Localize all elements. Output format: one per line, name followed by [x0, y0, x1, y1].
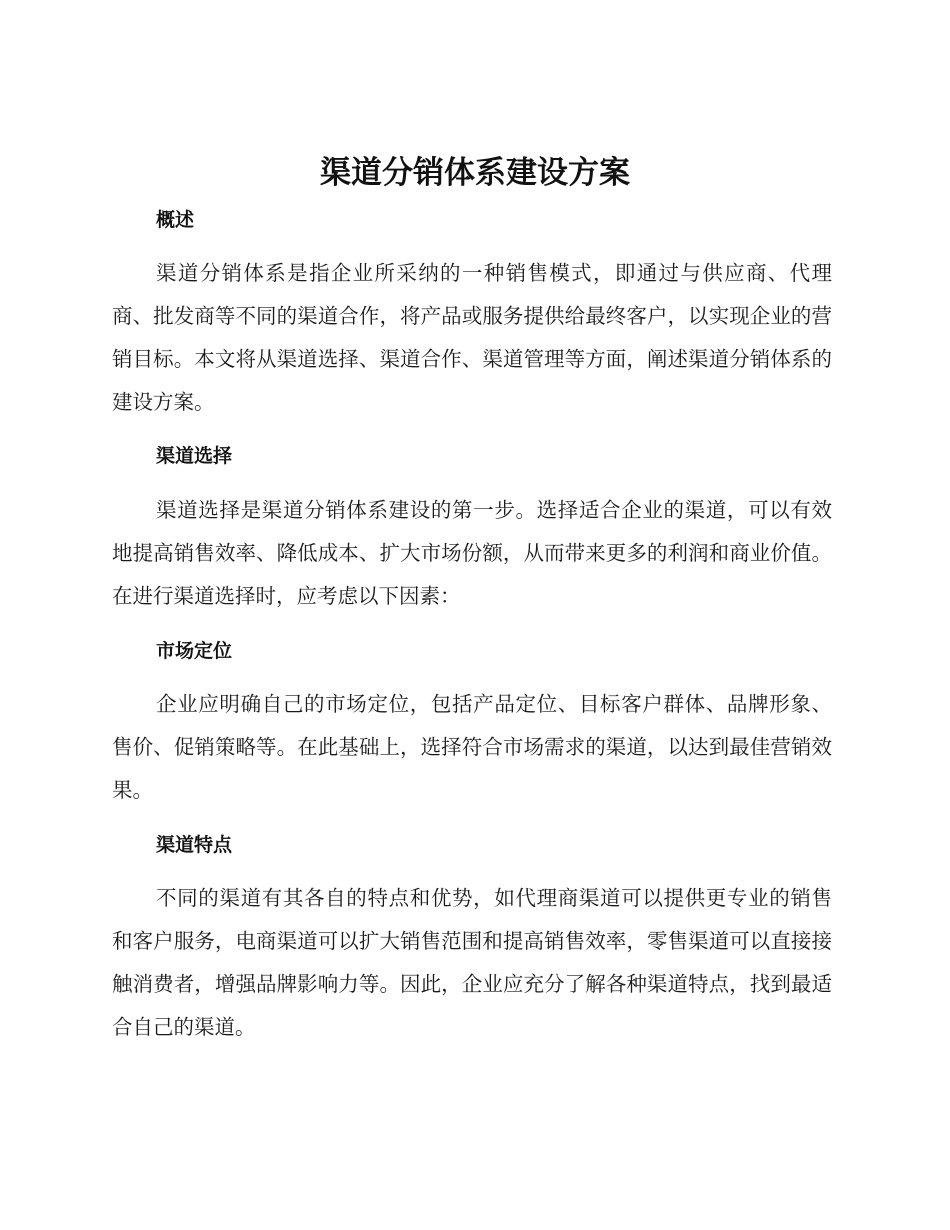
document-title: 渠道分销体系建设方案 — [320, 155, 630, 191]
section-heading-overview: 概述 — [156, 209, 195, 231]
section-heading-channel-features: 渠道特点 — [156, 834, 233, 856]
paragraph-channel-features: 不同的渠道有其各自的特点和优势，如代理商渠道可以提供更专业的销售和客户服务，电商渠道可以扩大销售范围和提高销售效率，零售渠道可以直接接触消费者，增强品牌影响力等。因此，企业应充分了解各种渠道特点，找到最适合自己的渠道。 — [112, 886, 832, 1039]
paragraph-channel-selection: 渠道选择是渠道分销体系建设的第一步。选择适合企业的渠道，可以有效地提高销售效率、降低成本、扩大市场份额，从而带来更多的利润和商业价值。在进行渠道选择时，应考虑以下因素： — [112, 498, 832, 608]
paragraph-overview: 渠道分销体系是指企业所采纳的一种销售模式，即通过与供应商、代理商、批发商等不同的渠道合作，将产品或服务提供给最终客户，以实现企业的营销目标。本文将从渠道选择、渠道合作、渠道管理等方面，阐述渠道分销体系的建设方案。 — [112, 261, 832, 414]
section-heading-market-positioning: 市场定位 — [156, 640, 233, 662]
section-heading-channel-selection: 渠道选择 — [156, 445, 233, 467]
paragraph-market-positioning: 企业应明确自己的市场定位，包括产品定位、目标客户群体、品牌形象、售价、促销策略等。在此基础上，选择符合市场需求的渠道，以达到最佳营销效果。 — [112, 692, 832, 802]
